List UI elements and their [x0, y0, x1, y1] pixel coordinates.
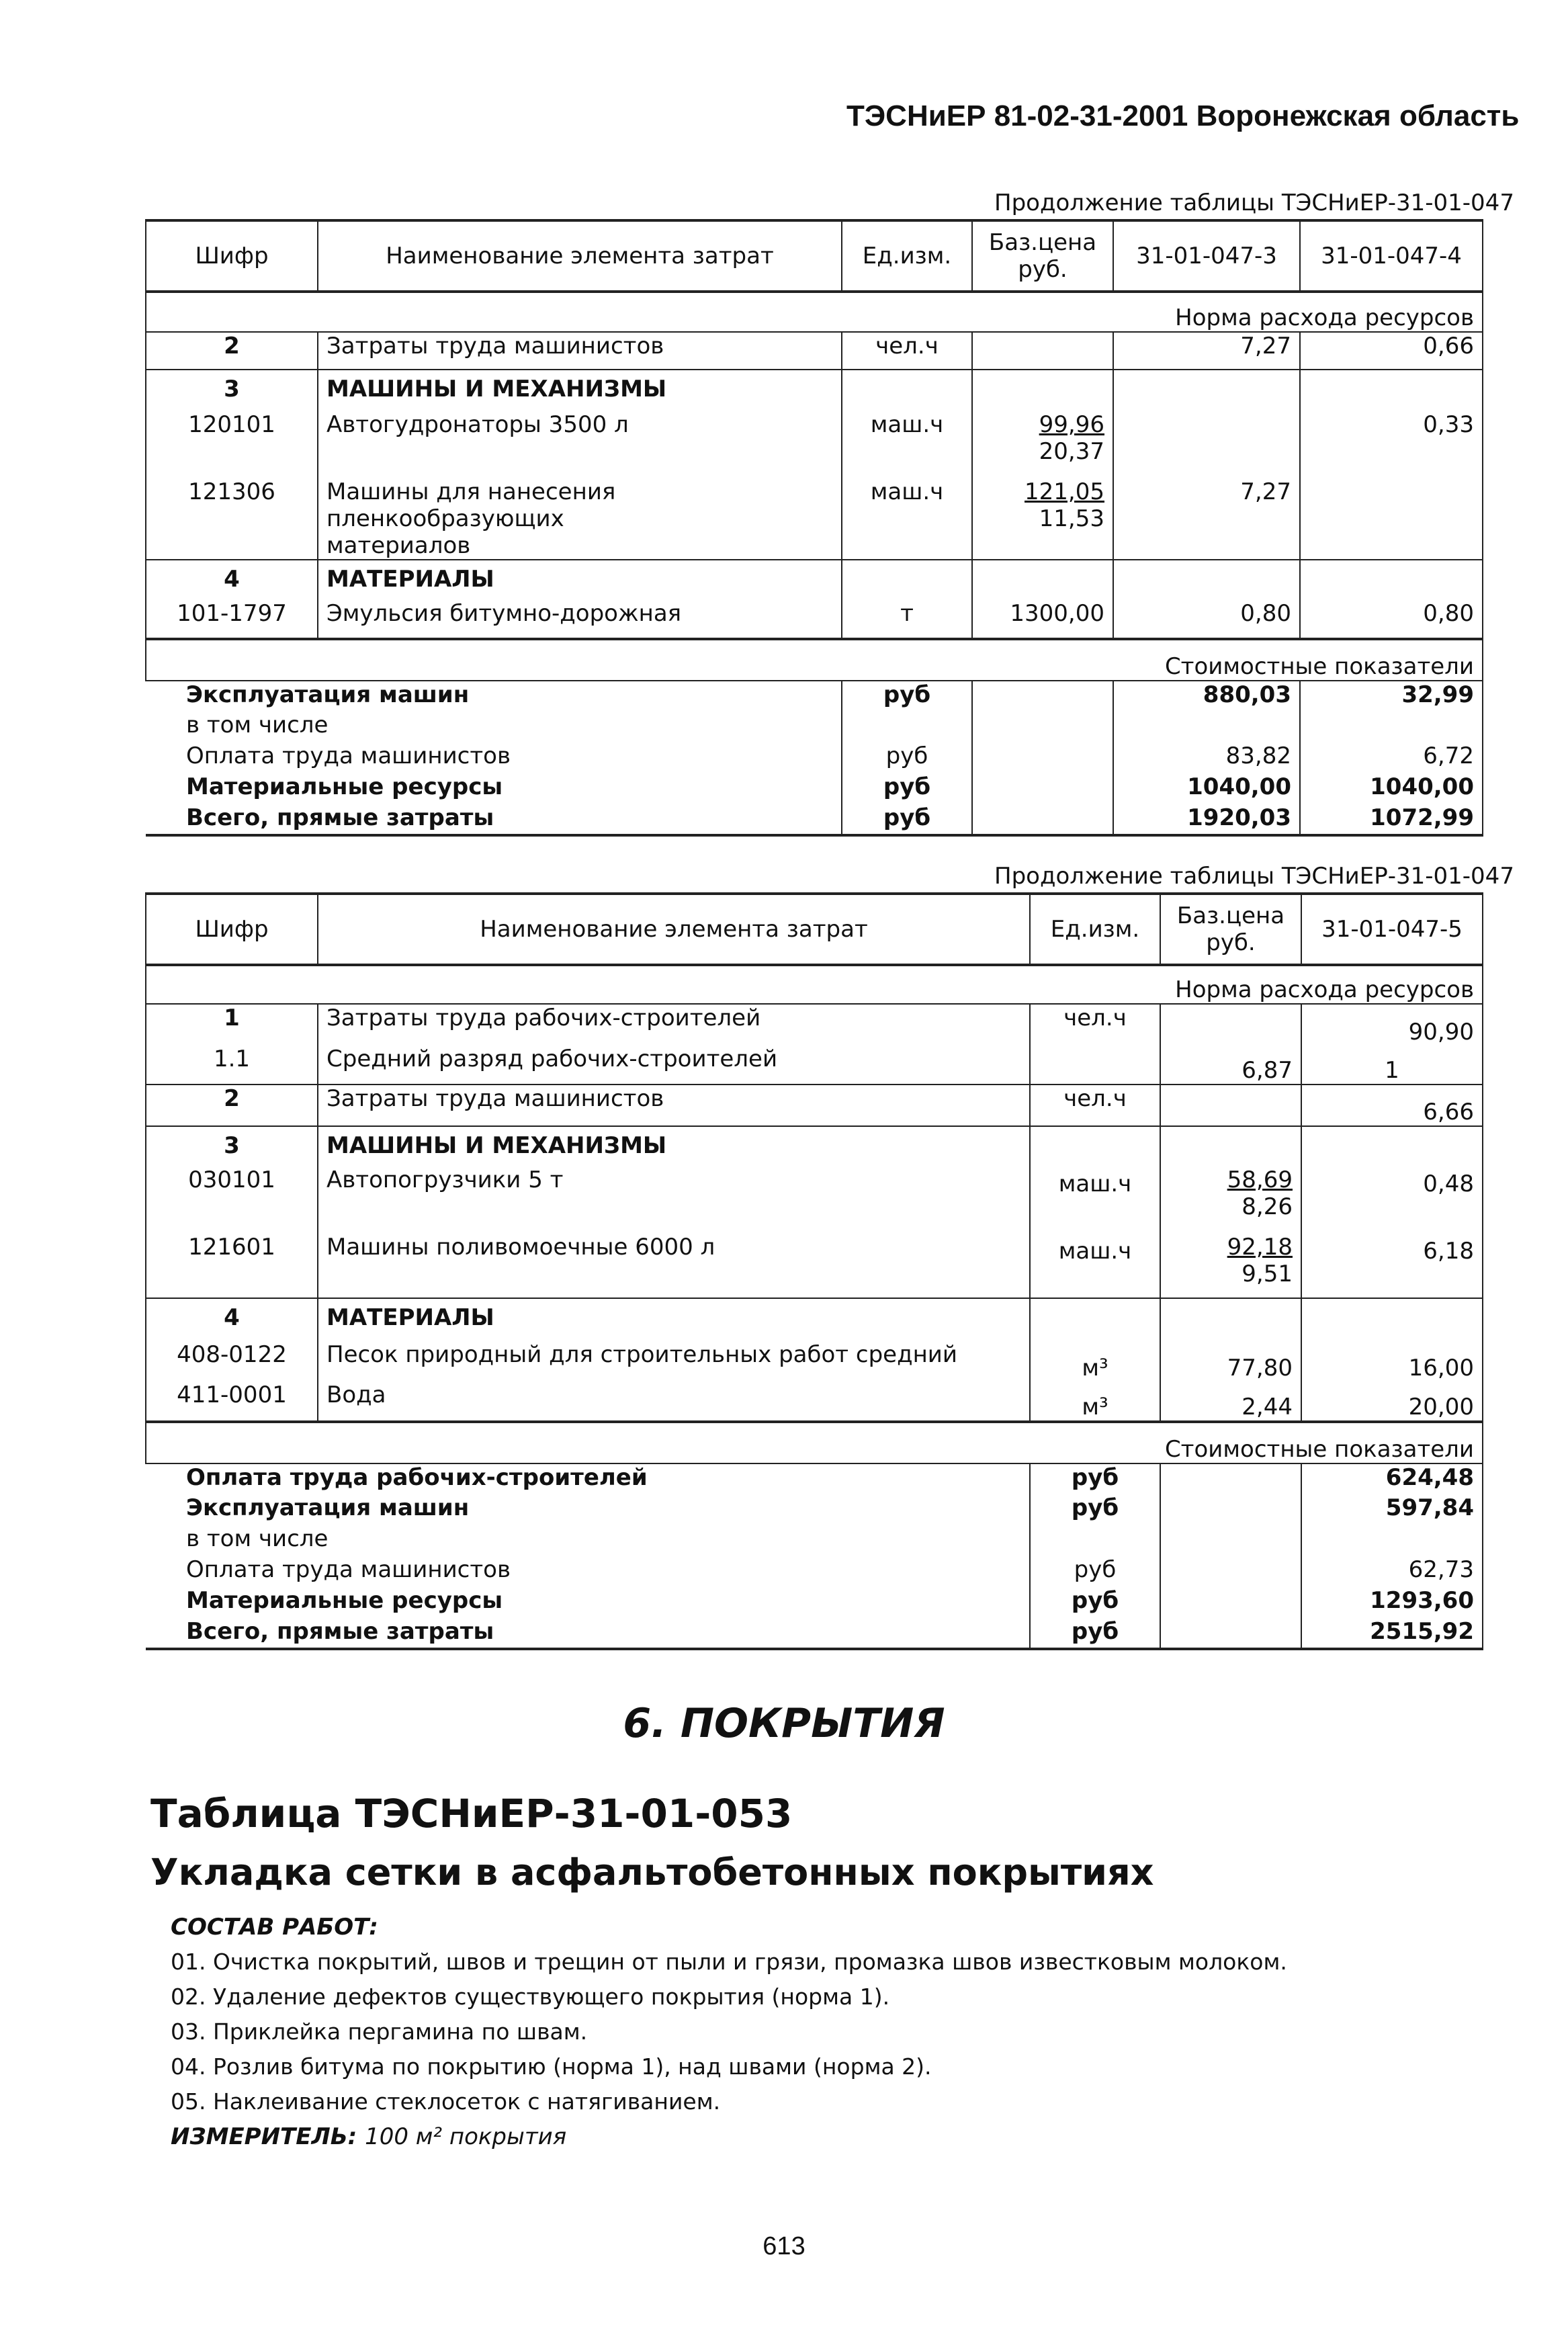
table-row: 408-0122 Песок природный для строительных работ средний м³ 77,80 16,00: [146, 1341, 1483, 1382]
col-header-norm-5: 31-01-047-5: [1301, 894, 1483, 965]
table-continuation-caption: Продолжение таблицы ТЭСНиЕР-31-01-047: [994, 189, 1514, 216]
meter-label: ИЗМЕРИТЕЛЬ:: [171, 2123, 357, 2150]
table-row: 121601 Машины поливомоечные 6000 л маш.ч 92,18 9,51 6,18: [146, 1234, 1483, 1298]
work-composition-label: СОСТАВ РАБОТ:: [171, 1914, 378, 1941]
table-title: Таблица ТЭСНиЕР-31-01-053: [150, 1791, 793, 1836]
band-norm: Норма расхода ресурсов: [146, 965, 1483, 1004]
total-row: Оплата труда рабочих-строителей руб 624,48: [146, 1463, 1483, 1494]
resource-table-047-3-4: [145, 219, 1483, 837]
col-header-name: Наименование элемента затрат: [318, 894, 1030, 965]
table-row: 3 МАШИНЫ И МЕХАНИЗМЫ: [146, 1126, 1483, 1166]
table-row: 120101 Автогудронаторы 3500 л маш.ч 99,96 20,37 0,33: [146, 411, 1483, 478]
total-row: Оплата труда машинистов руб 62,73: [146, 1556, 1483, 1587]
table-row: 030101 Автопогрузчики 5 т маш.ч 58,69 8,26 0,48: [146, 1166, 1483, 1234]
col-header-norm-3: 31-01-047-3: [1113, 220, 1300, 292]
table-subtitle: Укладка сетки в асфальтобетонных покрытиях: [150, 1851, 1154, 1894]
total-row: в том числе: [146, 1525, 1483, 1556]
table-row: 2 Затраты труда машинистов чел.ч 7,27 0,66: [146, 332, 1483, 370]
total-row: Материальные ресурсы руб 1293,60: [146, 1587, 1483, 1618]
table-row: 1.1 Средний разряд рабочих-строителей 6,87 1: [146, 1046, 1483, 1085]
col-header-norm-4: 31-01-047-4: [1300, 220, 1483, 292]
table-row: 411-0001 Вода м³ 2,44 20,00: [146, 1382, 1483, 1422]
section-title: 6. ПОКРЫТИЯ: [623, 1700, 945, 1747]
col-header-price: Баз.цена руб.: [1160, 894, 1301, 965]
meter-line: [171, 2123, 566, 2150]
work-item: 01. Очистка покрытий, швов и трещин от пыли и грязи, промазка швов известковым молоком.: [171, 1949, 1287, 1975]
table-row: 4 МАТЕРИАЛЫ: [146, 560, 1483, 600]
work-item: 05. Наклеивание стеклосеток с натягиванием.: [171, 2088, 721, 2115]
total-row: Эксплуатация машин руб 597,84: [146, 1494, 1483, 1525]
total-row: Эксплуатация машин руб 880,03 32,99: [146, 681, 1483, 712]
resource-table-047-5: [145, 892, 1483, 1650]
table-continuation-caption: Продолжение таблицы ТЭСНиЕР-31-01-047: [994, 863, 1514, 890]
band-cost: Стоимостные показатели: [146, 1422, 1483, 1463]
col-header-unit: Ед.изм.: [842, 220, 972, 292]
total-row: Оплата труда машинистов руб 83,82 6,72: [146, 742, 1483, 773]
work-item: 03. Приклейка пергамина по швам.: [171, 2019, 588, 2045]
table-row: 4 МАТЕРИАЛЫ: [146, 1298, 1483, 1341]
col-header-price: Баз.цена руб.: [972, 220, 1113, 292]
page-header: ТЭСНиЕР 81-02-31-2001 Воронежская область: [846, 99, 1520, 132]
table-row: 3 МАШИНЫ И МЕХАНИЗМЫ: [146, 370, 1483, 411]
col-header-unit: Ед.изм.: [1030, 894, 1160, 965]
table-row: 121306 Машины для нанесения пленкообразующих материалов маш.ч 121,05 11,53 7,27: [146, 478, 1483, 560]
work-item: 02. Удаление дефектов существующего покрытия (норма 1).: [171, 1984, 890, 2010]
col-header-code: Шифр: [146, 894, 318, 965]
total-row: в том числе: [146, 712, 1483, 742]
col-header-code: Шифр: [146, 220, 318, 292]
col-header-name: Наименование элемента затрат: [318, 220, 842, 292]
band-cost: Стоимостные показатели: [146, 639, 1483, 681]
meter-value: 100 м² покрытия: [365, 2123, 567, 2150]
table-row: 101-1797 Эмульсия битумно-дорожная т 1300,00 0,80 0,80: [146, 600, 1483, 639]
band-norm: Норма расхода ресурсов: [146, 292, 1483, 332]
total-row: Всего, прямые затраты руб 2515,92: [146, 1618, 1483, 1649]
work-item: 04. Розлив битума по покрытию (норма 1), над швами (норма 2).: [171, 2053, 932, 2080]
table-row: 1 Затраты труда рабочих-строителей чел.ч 90,90: [146, 1004, 1483, 1046]
table-row: 2 Затраты труда машинистов чел.ч 6,66: [146, 1085, 1483, 1126]
page-number: 613: [763, 2232, 805, 2260]
total-row: Всего, прямые затраты руб 1920,03 1072,99: [146, 804, 1483, 835]
total-row: Материальные ресурсы руб 1040,00 1040,00: [146, 773, 1483, 804]
